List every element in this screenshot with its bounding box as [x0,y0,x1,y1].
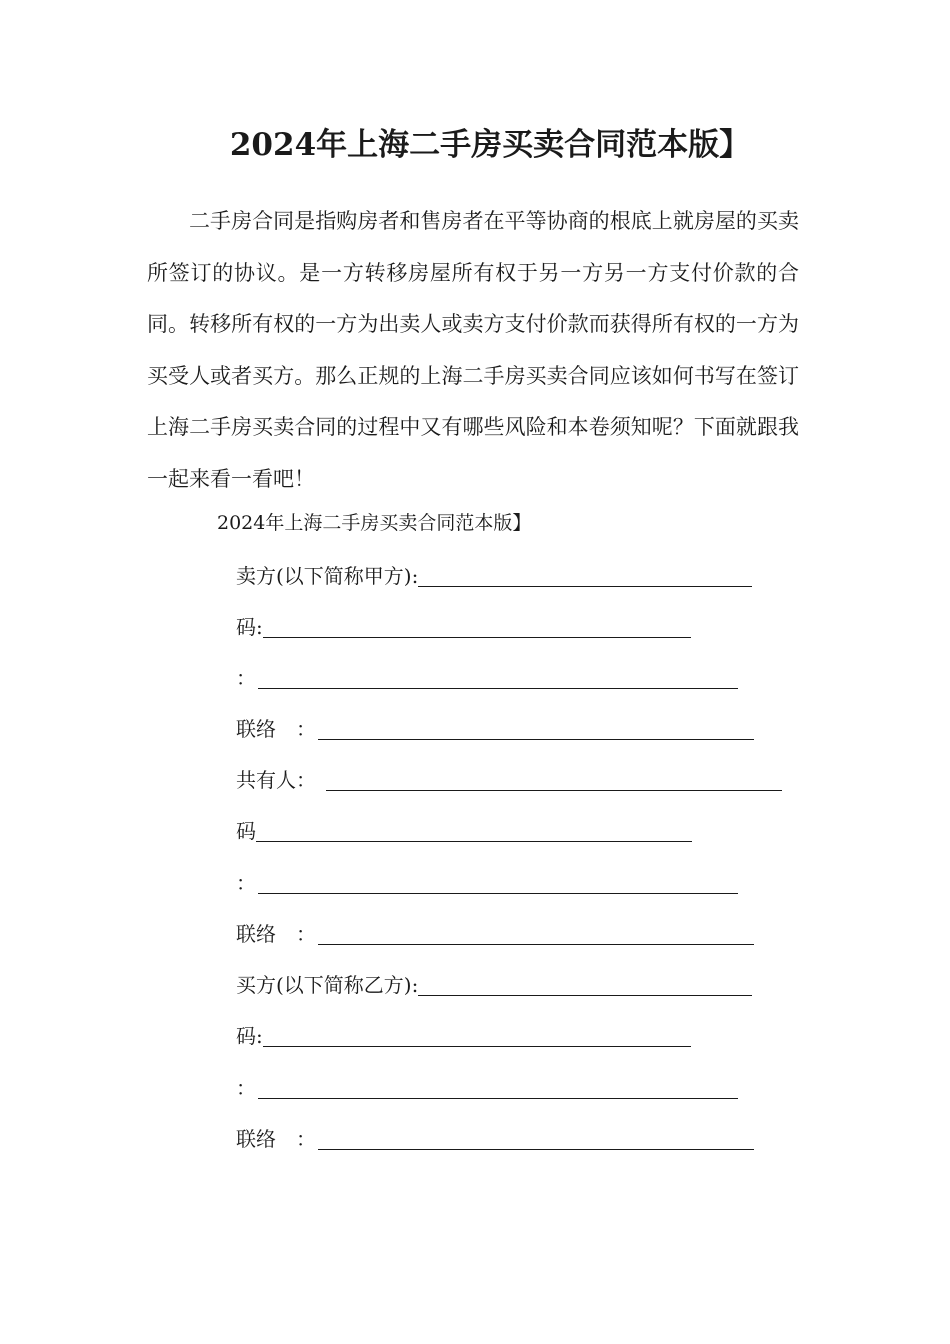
fill-in-blank[interactable] [258,664,738,689]
fill-in-blank[interactable] [326,766,782,791]
buyer-address-field [236,1072,738,1104]
document-title: 2024年上海二手房买卖合同范本版】 [229,127,751,163]
field-label: 码: [236,615,263,639]
fill-in-blank[interactable] [318,920,754,945]
intro-paragraph: 二手房合同是指购房者和售房者在平等协商的根底上就房屋的买卖所签订的协议。是一方转移房屋所有权于另一方另一方支付价款的合同。转移所有权的一方为出卖人或卖方支付价款而获得所有权的一方为买受人或者买方。那么正规的上海二手房买卖合同应该如何书写在签订上海二手房买卖合同的过程中又有哪些风险和本卷须知呢？下面就跟我一起来看一看吧！ [147,209,799,491]
field-label: 联络 ： [236,1127,316,1151]
co-owner-contact-field [236,918,754,950]
fill-in-blank[interactable] [418,971,752,996]
fill-in-blank[interactable] [256,817,692,842]
field-label: 买方(以下简称乙方): [236,973,419,997]
field-label: 码 [236,819,256,843]
field-label: 码: [236,1024,263,1048]
buyer-id-field [236,1020,691,1052]
field-label: 联络 ： [236,717,316,741]
seller-name-field [236,560,752,592]
fill-in-blank[interactable] [418,562,752,587]
field-label: 共有人： [236,768,316,792]
seller-address-field [236,662,738,694]
co-owner-name-field [236,764,782,796]
co-owner-address-field [236,867,738,899]
buyer-contact-field [236,1123,754,1155]
fill-in-blank[interactable] [258,869,738,894]
field-label: 卖方(以下简称甲方): [236,564,419,588]
field-label: ： [236,666,256,690]
seller-contact-field [236,713,754,745]
field-label: ： [236,871,256,895]
fill-in-blank[interactable] [318,715,754,740]
fill-in-blank[interactable] [258,1074,738,1099]
buyer-name-field [236,969,752,1001]
co-owner-id-field [236,815,692,847]
fill-in-blank[interactable] [318,1125,754,1150]
seller-id-field [236,611,691,643]
field-label: 联络 ： [236,922,316,946]
section-subtitle: 2024年上海二手房买卖合同范本版】 [217,512,532,534]
fill-in-blank[interactable] [263,613,691,638]
field-label: ： [236,1076,256,1100]
fill-in-blank[interactable] [263,1022,691,1047]
